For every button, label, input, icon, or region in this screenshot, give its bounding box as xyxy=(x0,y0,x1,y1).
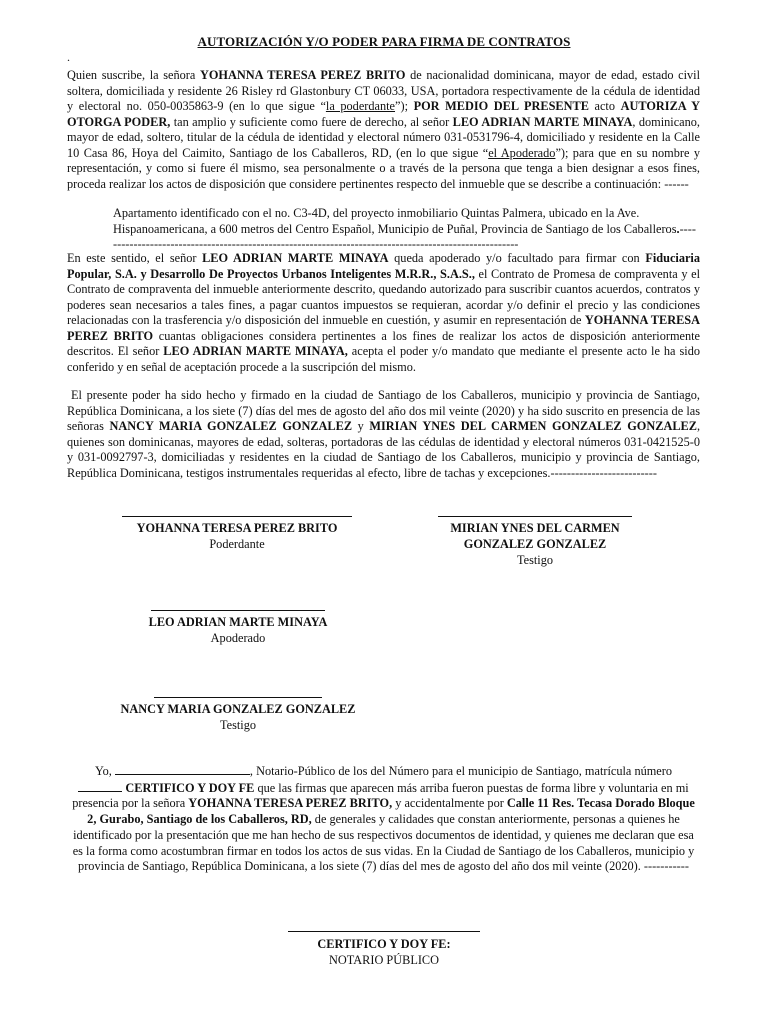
text-run: LEO ADRIAN MARTE MINAYA xyxy=(202,251,389,265)
text-run: POR MEDIO DEL PRESENTE xyxy=(413,99,589,113)
signature-block-apoderado xyxy=(138,610,338,646)
text-run: ”); xyxy=(395,99,414,113)
text-run: YOHANNA TERESA PEREZ BRITO, xyxy=(188,796,393,811)
text-run: LEO ADRIAN MARTE MINAYA, xyxy=(163,344,348,358)
stray-dot: . xyxy=(67,50,70,64)
text-run: y accidentalmente por xyxy=(392,796,507,811)
text-run: YOHANNA TERESA PEREZ BRITO xyxy=(67,313,700,343)
signer-name: MIRIAN YNES DEL CARMEN GONZALEZ GONZALEZ xyxy=(450,521,620,551)
signer-name: LEO ADRIAN MARTE MINAYA xyxy=(148,615,328,629)
text-run: MIRIAN YNES DEL CARMEN GONZALEZ GONZALEZ xyxy=(369,419,697,433)
text-run: , quienes son dominicanas, mayores de edad, solteras, portadoras de las cédulas de identidad y electoral números 031-0421525-0 y 031-0092797-3, domiciliadas y residentes en la ciudad de Santiago de los Caballeros, municipio y provincia de Santiago, República Dominicana, testigos instrumentales requeridas al efecto, libre de tachas y excepciones. xyxy=(67,419,701,480)
signer-role: Apoderado xyxy=(210,631,266,645)
certifico-label: CERTIFICO Y DOY FE: xyxy=(317,937,451,951)
text-run: , dominicano, mayor de edad, soltero, titular de la cédula de identidad y electoral número 031-0531796-4, domiciliado y residente en la Calle 10 Casa 86, Hoya del Caimito, Santiago de los Caballeros, RD, (en lo que sigue “ xyxy=(67,114,700,160)
paragraph-powers xyxy=(67,251,700,375)
paragraph-property-description xyxy=(113,206,700,253)
text-run: acto xyxy=(588,99,621,113)
text-run: de nacionalidad dominicana, mayor de edad, estado civil soltera, domiciliada y residente 26 Risley rd Glastonbury CT 06033, USA, portadora respectivamente de la cédula de identidad y electoral no. 050-0035863-9 (en lo que sigue “ xyxy=(67,68,700,113)
signer-role: Testigo xyxy=(516,553,554,567)
text-run: acepta el poder y/o mandato que mediante el presente acto le ha sido conferido y en señal de aceptación procede a la suscripción del mismo. xyxy=(67,344,700,374)
text-run: y xyxy=(352,419,370,433)
text-run: -------------------------- xyxy=(550,465,657,480)
text-run: AUTORIZA Y OTORGA PODER, xyxy=(67,99,701,129)
signature-block-testigo-mirian xyxy=(415,516,655,568)
signature-block-testigo-nancy xyxy=(118,697,358,733)
text-run: la poderdante xyxy=(325,99,396,113)
paragraph-execution xyxy=(67,388,700,481)
text-run: que las firmas que aparecen más arriba fueron puestas de forma libre y voluntaria en mi presencia por la señora xyxy=(72,780,689,811)
matricula-blank xyxy=(78,780,122,792)
text-run: el Contrato de Promesa de compraventa y el Contrato de compraventa del inmueble anteriormente descrito, quedando autorizado para suscribir cuantos acuerdos, contratos y poderes sean necesarios a tales fines, a pagar cuantos impuestos se requieran, acordar y/o definir el precio y las condiciones relacionadas con la trasferencia y/o disposición del inmueble en cuestión, y asumir en representación de xyxy=(67,266,701,327)
document-title: AUTORIZACIÓN Y/O PODER PARA FIRMA DE CONTRATOS xyxy=(197,34,571,49)
text-run: queda apoderado y/o facultado para firmar con xyxy=(388,251,646,265)
signature-line xyxy=(154,697,322,698)
text-run: ”); para que en su nombre y representación, y como si fuere él mismo, sea personalmente o a través de la persona que tenga a bien designar a esos fines, proceda realizar los actos de disposición que considere pertinentes respecto del inmueble que se describe a continuación: ------ xyxy=(67,145,700,191)
signature-line xyxy=(288,931,480,932)
notary-name-blank xyxy=(115,763,250,775)
signature-line xyxy=(151,610,325,611)
text-run: Calle 11 Res. Tecasa Dorado Bloque 2, Gurabo, Santiago de los Caballeros, RD, xyxy=(87,796,695,827)
text-run: YOHANNA TERESA PEREZ BRITO xyxy=(199,68,406,82)
text-run: CERTIFICO Y DOY FE xyxy=(122,780,255,795)
notary-signature-block xyxy=(0,931,768,968)
text-run: el Apoderado xyxy=(488,145,556,160)
text-run: El presente poder ha sido hecho y firmado en la ciudad de Santiago de los Caballeros, municipio y provincia de Santiago, República Dominicana, a los siete (7) días del mes de agosto del año dos mil veinte (2020) y ha sido suscrito en presencia de las señoras xyxy=(67,388,700,433)
notary-rest xyxy=(72,781,695,874)
text-run: ------------------------------------------------------------------------------------------------------- xyxy=(113,221,696,251)
signer-role: Poderdante xyxy=(209,537,265,551)
signer-role: Testigo xyxy=(219,718,257,732)
signature-block-poderdante xyxy=(122,516,352,552)
text-run: NANCY MARIA GONZALEZ GONZALEZ xyxy=(109,419,353,433)
text-run: LEO ADRIAN MARTE MINAYA xyxy=(452,114,633,129)
text-run: . xyxy=(676,221,680,236)
paragraph-notary xyxy=(67,763,700,875)
signer-name: YOHANNA TERESA PEREZ BRITO xyxy=(136,521,338,535)
notary-after-blank: , Notario-Público de los del Número para el municipio de Santiago, matrícula número xyxy=(249,764,673,778)
text-run: cuantas obligaciones considera pertinentes a los fines de realizar los actos de disposición anteriormente descritos. El señor xyxy=(67,328,701,358)
text-run: Apartamento identificado con el no. C3-4D, del proyecto inmobiliario Quintas Palmera, ubicado en la Ave. Hispanoamericana, a 600 metros del Centro Español, Municipio de Puñal, Provincia de Santiago de los Caballeros xyxy=(113,206,677,236)
text-run: En este sentido, el señor xyxy=(67,251,203,265)
text-run: Quien suscribe, la señora xyxy=(67,68,200,82)
notario-label: NOTARIO PÚBLICO xyxy=(328,953,440,967)
text-run: Fiduciaria Popular, S.A. y Desarrollo De Proyectos Urbanos Inteligentes M.R.R., S.A.S., xyxy=(67,251,700,281)
text-run: tan amplio y suficiente como fuere de derecho, al señor xyxy=(170,114,453,129)
text-run: de generales y calidades que constan anteriormente, personas a quienes he identificado por la presentación que me han hecho de sus respectivos documentos de identidad, y quienes me declaran que esa es la forma como acostumbran firmar en todos los actos de sus vidas. En la Ciudad de Santiago de los Caballeros, municipio y provincia de Santiago, República Dominicana, a los siete (7) días del mes de agosto del año dos mil veinte (2020). ----------- xyxy=(72,812,695,874)
signature-line xyxy=(122,516,352,517)
signer-name: NANCY MARIA GONZALEZ GONZALEZ xyxy=(120,702,356,716)
notary-yo: Yo, xyxy=(94,764,115,778)
signature-line xyxy=(438,516,632,517)
paragraph-authorization xyxy=(67,68,700,192)
